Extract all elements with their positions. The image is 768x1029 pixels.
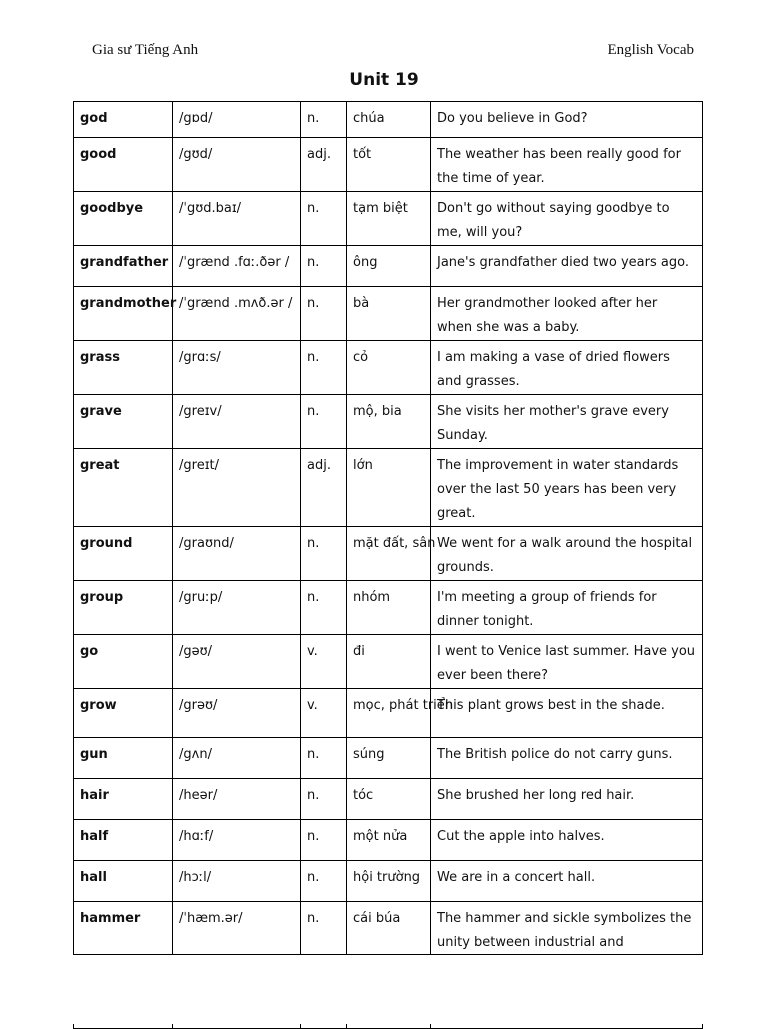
cell-ipa: /heər/ [173, 779, 301, 820]
cell-meaning: một nửa [347, 820, 431, 861]
cell-ipa: /hɑːf/ [173, 820, 301, 861]
cell-ex: The British police do not carry guns. [431, 738, 703, 779]
cell-ex: Do you believe in God? [431, 102, 703, 138]
cell-word: hair [74, 779, 173, 820]
cell-meaning: tóc [347, 779, 431, 820]
cell-ipa: /gʌn/ [173, 738, 301, 779]
cell-meaning: lớn [347, 449, 431, 527]
cell-pos: n. [301, 341, 347, 395]
cell-meaning: súng [347, 738, 431, 779]
cell-ex: We are in a concert hall. [431, 861, 703, 902]
cell-pos: n. [301, 527, 347, 581]
cell-meaning: tạm biệt [347, 192, 431, 246]
table-row [74, 861, 703, 902]
table-row [74, 449, 703, 527]
cell-pos: n. [301, 820, 347, 861]
cell-meaning: cái búa [347, 902, 431, 980]
cell-ipa: /ˈhæm.ər/ [173, 902, 301, 980]
cell-ex: She brushed her long red hair. [431, 779, 703, 820]
cell-meaning: tốt [347, 138, 431, 192]
cell-meaning: nhóm [347, 581, 431, 635]
header-left-text: Gia sư Tiếng Anh [92, 42, 199, 58]
cell-ipa: /graʊnd/ [173, 527, 301, 581]
cell-pos: n. [301, 861, 347, 902]
cell-ex: The hammer and sickle symbolizes the unity between industrial and [431, 902, 703, 980]
table-row [74, 341, 703, 395]
cell-meaning: cỏ [347, 341, 431, 395]
cell-ipa: /grɑːs/ [173, 341, 301, 395]
table-row [74, 246, 703, 287]
cell-ipa: /greɪv/ [173, 395, 301, 449]
cell-meaning: mọc, phát triển [347, 689, 431, 738]
cell-word: grow [74, 689, 173, 738]
cell-word: grave [74, 395, 173, 449]
cell-meaning: mặt đất, sân [347, 527, 431, 581]
table-row [74, 689, 703, 738]
cell-meaning: đi [347, 635, 431, 689]
cell-ex: The weather has been really good for the time of year. [431, 138, 703, 192]
cell-meaning: mộ, bia [347, 395, 431, 449]
header-right-text: English Vocab [607, 42, 694, 58]
cell-pos: n. [301, 738, 347, 779]
cell-pos: adj. [301, 449, 347, 527]
cell-pos: n. [301, 287, 347, 341]
cell-pos: n. [301, 192, 347, 246]
cell-ipa: /gɒd/ [173, 102, 301, 138]
cell-ipa: /gəʊ/ [173, 635, 301, 689]
cell-ipa: /grəʊ/ [173, 689, 301, 738]
cell-pos: adj. [301, 138, 347, 192]
cell-ex: Don't go without saying goodbye to me, will you? [431, 192, 703, 246]
table-row [74, 102, 703, 138]
cell-pos: n. [301, 246, 347, 287]
cell-pos: n. [301, 395, 347, 449]
table-row [74, 581, 703, 635]
cell-ex: Jane's grandfather died two years ago. [431, 246, 703, 287]
table-row [74, 287, 703, 341]
vocab-table [73, 101, 703, 1029]
cell-word: hammer [74, 902, 173, 980]
cell-ipa: /gʊd/ [173, 138, 301, 192]
cell-meaning: ông [347, 246, 431, 287]
cell-ipa: /ˈgʊd.baɪ/ [173, 192, 301, 246]
cell-ipa: /ˈgrænd .mʌð.ər / [173, 287, 301, 341]
table-bottom-border [73, 954, 703, 955]
cell-pos: n. [301, 779, 347, 820]
cell-word: god [74, 102, 173, 138]
table-row [74, 192, 703, 246]
cell-meaning: hội trường [347, 861, 431, 902]
cell-pos: v. [301, 635, 347, 689]
vocab-table-body [74, 102, 703, 1029]
cell-word: group [74, 581, 173, 635]
cell-word: ground [74, 527, 173, 581]
cell-ex: This plant grows best in the shade. [431, 689, 703, 738]
cell-ipa: /hɔːl/ [173, 861, 301, 902]
cell-pos: n. [301, 102, 347, 138]
table-row [74, 635, 703, 689]
cell-word: gun [74, 738, 173, 779]
cell-ipa: /gruːp/ [173, 581, 301, 635]
cell-ex: Her grandmother looked after her when she was a baby. [431, 287, 703, 341]
cell-meaning: chúa [347, 102, 431, 138]
table-row [74, 138, 703, 192]
cell-word: grandfather [74, 246, 173, 287]
table-row [74, 395, 703, 449]
cell-word: hall [74, 861, 173, 902]
cell-meaning: bà [347, 287, 431, 341]
table-row [74, 820, 703, 861]
cell-word: goodbye [74, 192, 173, 246]
cell-word: good [74, 138, 173, 192]
cell-ex: The improvement in water standards over the last 50 years has been very great. [431, 449, 703, 527]
cell-word: grandmother [74, 287, 173, 341]
cell-ipa: /ˈgrænd .fɑː.ðər / [173, 246, 301, 287]
cell-word: great [74, 449, 173, 527]
page-header [92, 42, 694, 59]
cell-ex: She visits her mother's grave every Sunday. [431, 395, 703, 449]
cell-ex: I went to Venice last summer. Have you ever been there? [431, 635, 703, 689]
cell-word: go [74, 635, 173, 689]
table-row [74, 779, 703, 820]
cell-ex: We went for a walk around the hospital grounds. [431, 527, 703, 581]
page-bottom [0, 955, 768, 1024]
cell-pos: n. [301, 902, 347, 980]
table-row [74, 527, 703, 581]
cell-pos: v. [301, 689, 347, 738]
page-title: Unit 19 [349, 70, 419, 90]
cell-ex: Cut the apple into halves. [431, 820, 703, 861]
cell-word: grass [74, 341, 173, 395]
cell-pos: n. [301, 581, 347, 635]
cell-ex: I am making a vase of dried flowers and grasses. [431, 341, 703, 395]
table-row [74, 738, 703, 779]
cell-ex: I'm meeting a group of friends for dinner tonight. [431, 581, 703, 635]
cell-ipa: /greɪt/ [173, 449, 301, 527]
cell-word: half [74, 820, 173, 861]
